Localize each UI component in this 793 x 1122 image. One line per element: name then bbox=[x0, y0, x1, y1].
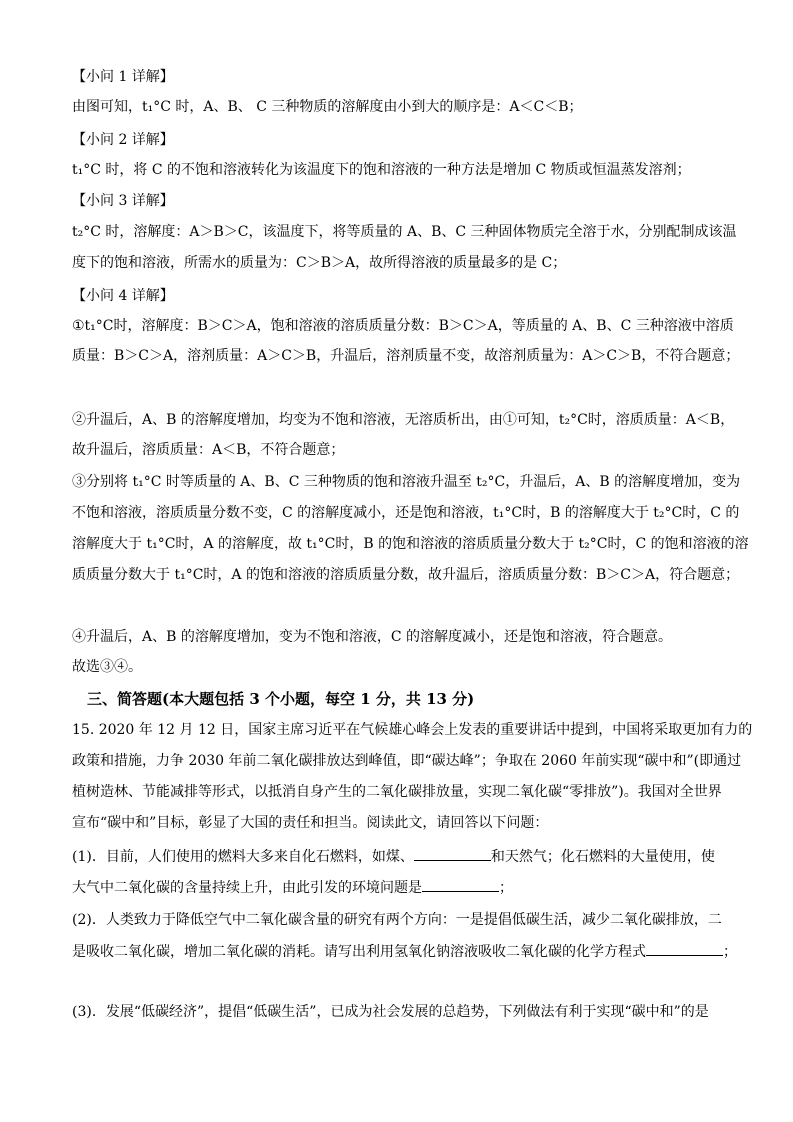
sub3-line1: t₂°C 时，溶解度：A＞B＞C，该温度下，将等质量的 A、B、C 三种固体物质完全溶于水，分别配制成该温 bbox=[72, 224, 737, 240]
q15-2-line2 bbox=[72, 941, 737, 962]
q15-1-line1-text-a: (1)．目前，人们使用的燃料大多来自化石燃料，如煤、 bbox=[72, 849, 414, 865]
sub4-p2-line2: 故升温后，溶质质量：A＜B，不符合题意； bbox=[72, 442, 345, 458]
sub2-text: t₁°C 时，将 C 的不饱和溶液转化为该温度下的饱和溶液的一种方法是增加 C 物质或恒温蒸发溶剂； bbox=[72, 162, 691, 178]
sub4-p3-line2: 不饱和溶液，溶质质量分数不变，C 的溶解度减小，还是饱和溶液，t₁°C时，B 的溶解度大于 t₂°C时，C 的 bbox=[72, 505, 740, 521]
answer-blank-environment[interactable] bbox=[422, 877, 499, 892]
q15-line4: 宣布“碳中和”目标，彰显了大国的责任和担当。阅读此文，请回答以下问题： bbox=[72, 815, 549, 831]
answer-line: 故选③④。 bbox=[72, 659, 142, 675]
q15-line1: 15. 2020 年 12 月 12 日，国家主席习近平在气候雄心峰会上发表的重要讲话中提到，中国将采取更加有力的 bbox=[72, 722, 753, 738]
sub4-p3-line1: ③分别将 t₁°C 时等质量的 A、B、C 三种物质的饱和溶液升温至 t₂°C，升温后，A、B 的溶解度增加，变为 bbox=[72, 474, 741, 490]
answer-blank-fuel[interactable] bbox=[414, 846, 491, 861]
sub4-p3-line3: 溶解度大于 t₁°C时，A 的溶解度，故 t₁°C时，B 的饱和溶液的溶质质量分数大于 t₂°C时，C 的饱和溶液的溶 bbox=[72, 536, 749, 552]
sub4-p3-line4: 质质量分数大于 t₁°C时，A 的饱和溶液的溶质质量分数，故升温后，溶质质量分数：B＞C＞A，符合题意； bbox=[72, 567, 740, 583]
sub1-title: 【小问 1 详解】 bbox=[72, 69, 174, 85]
q15-2-line2-text-b: ； bbox=[723, 944, 737, 960]
q15-2-line1: (2)．人类致力于降低空气中二氧化碳含量的研究有两个方向：一是提倡低碳生活，减少二氧化碳排放，二 bbox=[72, 912, 722, 928]
sub4-p1-line1: ①t₁°C时，溶解度：B＞C＞A，饱和溶液的溶质质量分数：B＞C＞A，等质量的 A、B、C 三种溶液中溶质 bbox=[72, 318, 734, 334]
q15-line3: 植树造林、节能减排等形式，以抵消自身产生的二氧化碳排放量，实现二氧化碳“零排放”)。我国对全世界 bbox=[72, 784, 722, 800]
sub3-title: 【小问 3 详解】 bbox=[72, 193, 174, 209]
q15-1-line2 bbox=[72, 877, 513, 898]
sub1-text: 由图可知，t₁°C 时，A、B、 C 三种物质的溶解度由小到大的顺序是：A＜C＜B； bbox=[72, 99, 583, 115]
section3-heading: 三、简答题(本大题包括 3 个小题，每空 1 分，共 13 分) bbox=[87, 690, 475, 708]
q15-1-line2-text-b: ； bbox=[499, 880, 513, 896]
q15-1-line2-text-a: 大气中二氧化碳的含量持续上升，由此引发的环境问题是 bbox=[72, 880, 422, 896]
q15-3-line1: (3)．发展“低碳经济”，提倡“低碳生活”，已成为社会发展的总趋势，下列做法有利于实现“碳中和”的是 bbox=[72, 1004, 709, 1020]
answer-blank-equation[interactable] bbox=[646, 941, 723, 956]
sub3-line2: 度下的饱和溶液，所需水的质量为：C＞B＞A，故所得溶液的质量最多的是 C； bbox=[72, 255, 567, 271]
sub4-p2-line1: ②升温后，A、B 的溶解度增加，均变为不饱和溶液，无溶质析出，由①可知，t₂°C时，溶质质量：A＜B， bbox=[72, 412, 735, 428]
q15-1-line1-text-b: 和天然气；化石燃料的大量使用，使 bbox=[490, 849, 715, 865]
sub4-p4-line1: ④升温后，A、B 的溶解度增加，变为不饱和溶液，C 的溶解度减小，还是饱和溶液，符合题意。 bbox=[72, 629, 673, 645]
sub4-title: 【小问 4 详解】 bbox=[72, 288, 174, 304]
q15-line2: 政策和措施，力争 2030 年前二氧化碳排放达到峰值，即“碳达峰”；争取在 2060 年前实现“碳中和”(即通过 bbox=[72, 753, 742, 769]
sub2-title: 【小问 2 详解】 bbox=[72, 132, 174, 148]
q15-2-line2-text-a: 是吸收二氧化碳，增加二氧化碳的消耗。请写出利用氢氧化钠溶液吸收二氧化碳的化学方程式 bbox=[72, 944, 646, 960]
q15-1-line1 bbox=[72, 846, 715, 867]
sub4-p1-line2: 质量：B＞C＞A，溶剂质量：A＞C＞B，升温后，溶剂质量不变，故溶剂质量为：A＞C＞B，不符合题意； bbox=[72, 348, 740, 364]
